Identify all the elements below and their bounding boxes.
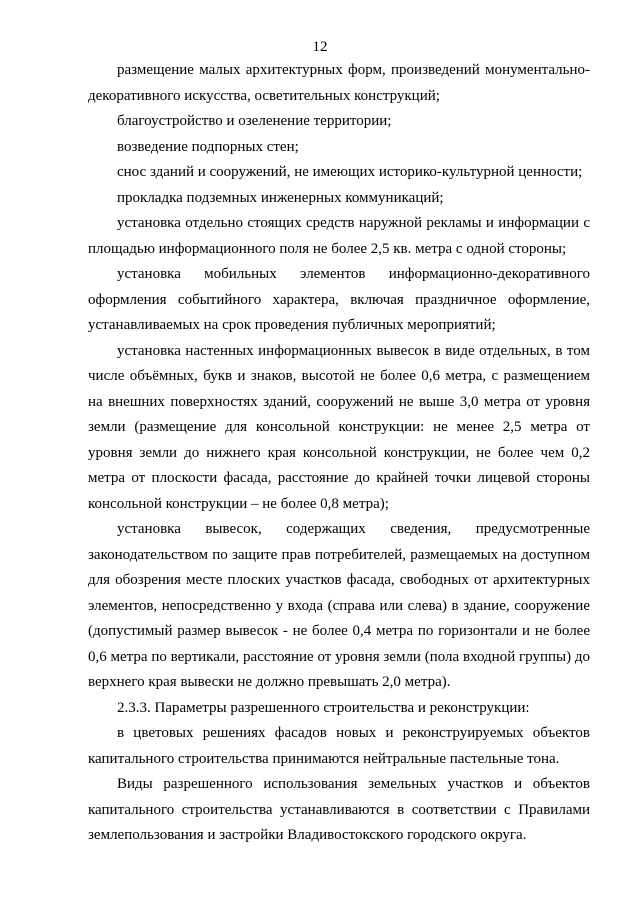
paragraph-underground-utilities: прокладка подземных инженерных коммуникаций; xyxy=(117,189,444,206)
page-number: 12 xyxy=(312,39,328,55)
paragraph-outdoor-advertising: установка отдельно стоящих средств наружной рекламы и информации с площадью информационного поля не более 2,5 кв. метра с одной стороны; xyxy=(88,215,590,257)
paragraph-demolition: снос зданий и сооружений, не имеющих историко-культурной ценности; xyxy=(117,164,583,180)
paragraph-facade-colors: в цветовых решениях фасадов новых и реконструируемых объектов капитального строительства принимаются нейтральные пастельные тона. xyxy=(88,725,590,767)
section-heading-2-3-3: 2.3.3. Параметры разрешенного строительства и реконструкции: xyxy=(117,699,530,716)
paragraph-wall-signs: установка настенных информационных вывесок в виде отдельных, в том числе объёмных, букв и знаков, высотой не более 0,6 метра, с размещением на внешних поверхностях зданий, сооружений не выше 3,0 метра от уровня земли (размещение для консольной конструкции: не менее 2,5 метра от уровня земли до нижнего края консольной конструкции, не более чем 0,2 метра от плоскости фасада, расстояние до крайней точки лицевой стороны консольной конструкции – не более 0,8 метра); xyxy=(88,342,590,512)
paragraph-landscaping: благоустройство и озеленение территории; xyxy=(117,113,392,129)
document-body xyxy=(88,58,590,849)
paragraph-permitted-uses: Виды разрешенного использования земельных участков и объектов капитального строительства устанавливаются в соответствии с Правилами землепользования и застройки Владивостокского городского округа. xyxy=(88,776,590,843)
paragraph-small-architectural-forms: размещение малых архитектурных форм, произведений монументально-декоративного искусства, осветительных конструкций; xyxy=(88,62,590,104)
paragraph-consumer-signs: установка вывесок, содержащих сведения, предусмотренные законодательством по защите прав потребителей, размещаемых на доступном для обозрения месте плоских участков фасада, свободных от архитектурных элементов, непосредственно у входа (справа или слева) в здание, сооружение (допустимый размер вывесок - не более 0,4 метра по горизонтали и не более 0,6 метра по вертикали, расстояние от уровня земли (пола входной группы) до верхнего края вывески не должно превышать 2,0 метра). xyxy=(88,521,590,690)
paragraph-mobile-decorative-elements: установка мобильных элементов информационно-декоративного оформления событийного характера, включая праздничное оформление, устанавливаемых на срок проведения публичных мероприятий; xyxy=(88,266,590,333)
paragraph-retaining-walls: возведение подпорных стен; xyxy=(117,138,299,155)
